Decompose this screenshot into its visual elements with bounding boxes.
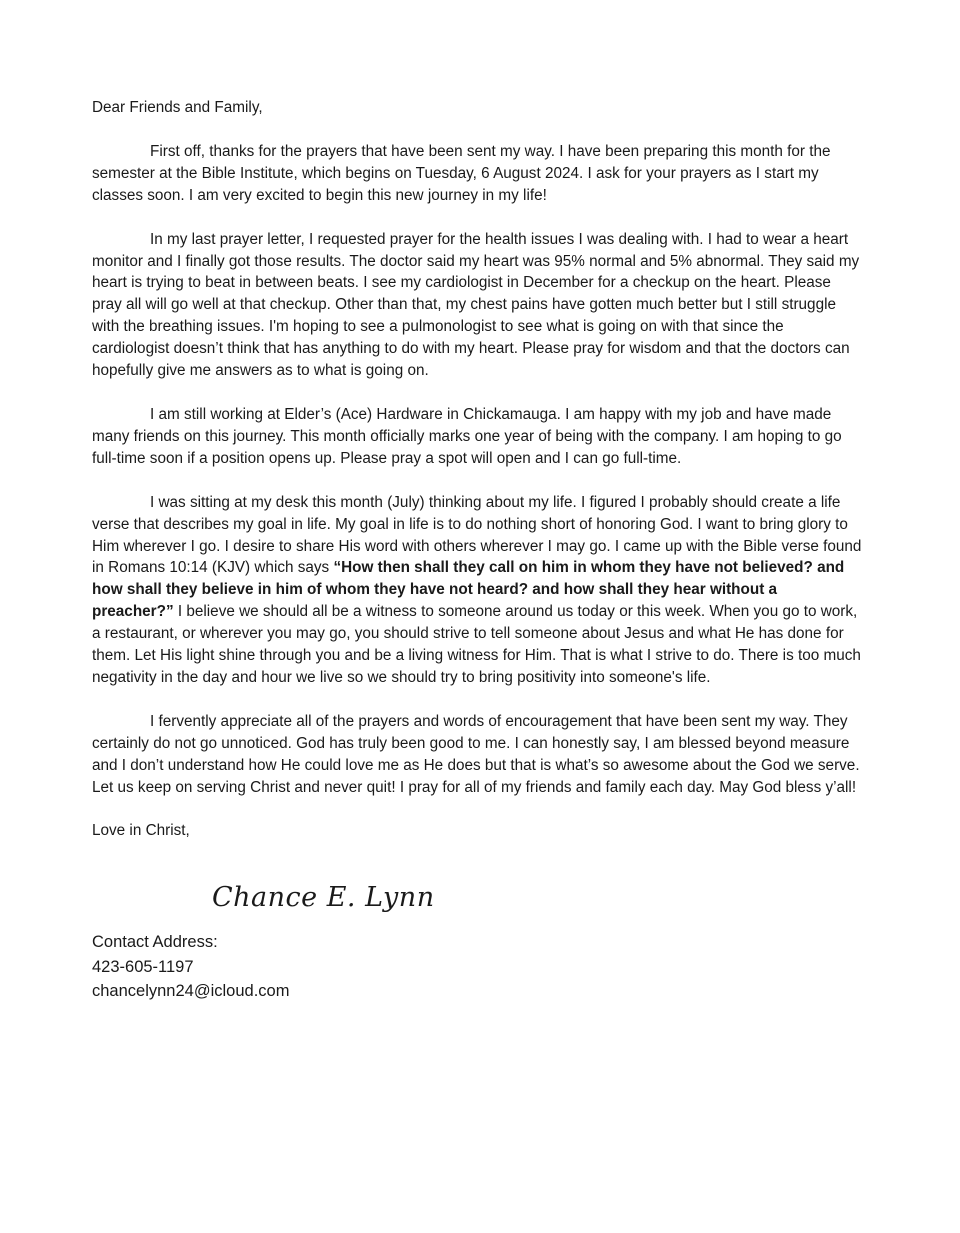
letter-body [92,97,862,842]
paragraph-life-verse [92,492,862,689]
signature: Chance E. Lynn [212,882,435,913]
contact-block [92,930,289,1004]
bible-verse: “How then shall they call on him in whom they have not believed? and how shall they believe in him of whom they have not heard? and how shall they hear without a preacher?” [92,559,845,621]
paragraph-thanks: I fervently appreciate all of the prayers and words of encouragement that have been sent my way. They certainly do not go unnoticed. God has truly been good to me. I can honestly say, I am blessed beyond measure and I don’t understand how He could love me as He does but that is what’s so awesome about the God we serve. Let us keep on serving Christ and never quit! I pray for all of my friends and family each day. May God bless y’all! [92,712,860,796]
contact-phone: 423-605-1197 [92,957,194,976]
contact-label: Contact Address: [92,933,218,951]
paragraph-health: In my last prayer letter, I requested prayer for the health issues I was dealing with. I had to wear a heart monitor and I finally got those results. The doctor said my heart was 95% normal and 5% abnormal. They said my heart is trying to beat in between beats. I see my cardiologist in December for a checkup on the heart. Please pray all will go well at that checkup. Other than that, my chest pains have gotten much better but I still struggle with the breathing issues. I'm hoping to see a pulmonologist to see what is going on with that since the cardiologist doesn’t think that has anything to do with my heart. Please pray for wisdom and that the doctors can hopefully give me answers as to what is going on. [92,230,860,380]
paragraph-semester: First off, thanks for the prayers that have been sent my way. I have been preparing this month for the semester at the Bible Institute, which begins on Tuesday, 6 August 2024. I ask for your prayers as I start my classes soon. I am very excited to begin this new journey in my life! [92,142,831,204]
life-verse-outro: I believe we should all be a witness to someone around us today or this week. When you go to work, a restaurant, or wherever you may go, you should strive to tell someone about Jesus and what He has done for them. Let His light shine through you and be a living witness for Him. That is what I strive to do. There is too much negativity in the day and hour we live so we should try to bring positivity into someone's life. [92,603,861,686]
closing: Love in Christ, [92,822,190,840]
greeting: Dear Friends and Family, [92,99,263,116]
life-verse-intro: I was sitting at my desk this month (July) thinking about my life. I figured I probably should create a life verse that describes my goal in life. My goal in life is to do nothing short of honoring God. I want to bring glory to Him wherever I go. I desire to share His word with others wherever I may go. I came up with the Bible verse found in Romans 10:14 (KJV) which says [92,493,862,577]
contact-email: chancelynn24@icloud.com [92,982,290,1000]
paragraph-work: I am still working at Elder’s (Ace) Hardware in Chickamauga. I am happy with my job and have made many friends on this journey. This month officially marks one year of being with the company. I am hoping to go full-time soon if a position opens up. Please pray a spot will open and I can go full-time. [92,405,842,467]
